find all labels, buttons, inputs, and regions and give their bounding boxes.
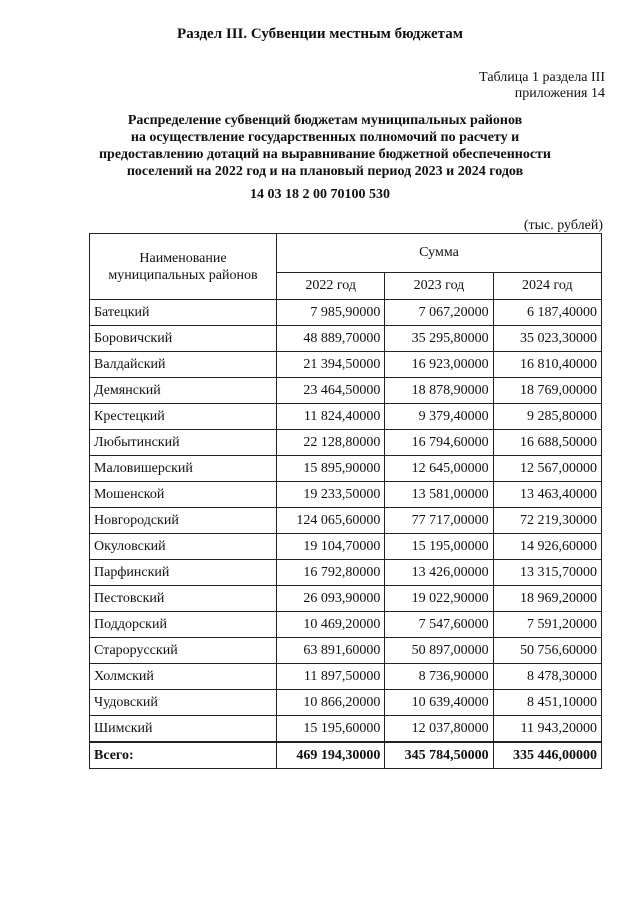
- appendix-reference: [479, 70, 605, 102]
- amount-2024: 72 219,30000: [493, 508, 601, 534]
- table-body: [90, 300, 602, 769]
- district-name: Мошенской: [90, 482, 277, 508]
- amount-2022: 11 897,50000: [277, 664, 385, 690]
- column-header-district: Наименование муниципальных районов: [90, 234, 277, 300]
- district-name: Валдайский: [90, 352, 277, 378]
- amount-2023: 18 878,90000: [385, 378, 493, 404]
- district-name: Поддорский: [90, 612, 277, 638]
- total-2024: 335 446,00000: [493, 742, 601, 769]
- table-row: [90, 612, 602, 638]
- amount-2024: 11 943,20000: [493, 716, 601, 743]
- district-name: Маловишерский: [90, 456, 277, 482]
- amount-2023: 9 379,40000: [385, 404, 493, 430]
- table-row: [90, 430, 602, 456]
- district-name: Батецкий: [90, 300, 277, 326]
- district-name: Холмский: [90, 664, 277, 690]
- amount-2024: 16 688,50000: [493, 430, 601, 456]
- district-name: Парфинский: [90, 560, 277, 586]
- amount-2024: 14 926,60000: [493, 534, 601, 560]
- amount-2022: 19 233,50000: [277, 482, 385, 508]
- amount-2023: 13 581,00000: [385, 482, 493, 508]
- total-row: [90, 742, 602, 769]
- column-header-sum: Сумма: [277, 234, 602, 273]
- table-row: [90, 560, 602, 586]
- amount-2022: 26 093,90000: [277, 586, 385, 612]
- amount-2024: 6 187,40000: [493, 300, 601, 326]
- table-row: [90, 300, 602, 326]
- table-row: [90, 690, 602, 716]
- amount-2024: 35 023,30000: [493, 326, 601, 352]
- table-row: [90, 534, 602, 560]
- amount-2024: 8 478,30000: [493, 664, 601, 690]
- section-title: Раздел III. Субвенции местным бюджетам: [177, 26, 463, 42]
- amount-2023: 50 897,00000: [385, 638, 493, 664]
- table-row: [90, 352, 602, 378]
- amount-2023: 12 037,80000: [385, 716, 493, 743]
- amount-2022: 23 464,50000: [277, 378, 385, 404]
- amount-2023: 15 195,00000: [385, 534, 493, 560]
- amount-2022: 10 469,20000: [277, 612, 385, 638]
- amount-2024: 8 451,10000: [493, 690, 601, 716]
- amount-2024: 13 315,70000: [493, 560, 601, 586]
- heading-line: предоставлению дотаций на выравнивание бюджетной обеспеченности: [98, 147, 551, 162]
- amount-2022: 19 104,70000: [277, 534, 385, 560]
- amount-2022: 10 866,20000: [277, 690, 385, 716]
- table-header-row: [90, 234, 602, 273]
- amount-2022: 21 394,50000: [277, 352, 385, 378]
- amount-2024: 16 810,40000: [493, 352, 601, 378]
- table-row: [90, 638, 602, 664]
- amount-2023: 7 067,20000: [385, 300, 493, 326]
- appendix-ref-line-2: приложения 14: [514, 86, 605, 101]
- district-name: Любытинский: [90, 430, 277, 456]
- heading-line: на осуществление государственных полномочий по расчету и: [130, 130, 520, 145]
- amount-2023: 77 717,00000: [385, 508, 493, 534]
- amount-2022: 15 195,60000: [277, 716, 385, 743]
- document-heading: [60, 112, 590, 180]
- amount-2024: 9 285,80000: [493, 404, 601, 430]
- amount-2024: 18 769,00000: [493, 378, 601, 404]
- district-name: Окуловский: [90, 534, 277, 560]
- amount-2024: 13 463,40000: [493, 482, 601, 508]
- total-2023: 345 784,50000: [385, 742, 493, 769]
- amount-2022: 22 128,80000: [277, 430, 385, 456]
- heading-line: Распределение субвенций бюджетам муниципальных районов: [127, 113, 523, 128]
- district-name: Демянский: [90, 378, 277, 404]
- district-name: Старорусский: [90, 638, 277, 664]
- district-name: Боровичский: [90, 326, 277, 352]
- budget-classification-code: 14 03 18 2 00 70100 530: [250, 187, 390, 202]
- heading-line: поселений на 2022 год и на плановый период 2023 и 2024 годов: [126, 164, 524, 179]
- amount-2024: 12 567,00000: [493, 456, 601, 482]
- total-label: Всего:: [90, 742, 277, 769]
- units-note: (тыс. рублей): [523, 218, 603, 233]
- table-row: [90, 586, 602, 612]
- amount-2024: 7 591,20000: [493, 612, 601, 638]
- district-name: Чудовский: [90, 690, 277, 716]
- district-name: Пестовский: [90, 586, 277, 612]
- table-row: [90, 456, 602, 482]
- table-row: [90, 664, 602, 690]
- district-name: Новгородский: [90, 508, 277, 534]
- amount-2023: 7 547,60000: [385, 612, 493, 638]
- total-2022: 469 194,30000: [277, 742, 385, 769]
- column-header-2024: 2024 год: [493, 273, 601, 300]
- amount-2023: 35 295,80000: [385, 326, 493, 352]
- amount-2023: 8 736,90000: [385, 664, 493, 690]
- amount-2022: 15 895,90000: [277, 456, 385, 482]
- amount-2022: 48 889,70000: [277, 326, 385, 352]
- table-row: [90, 716, 602, 743]
- amount-2022: 11 824,40000: [277, 404, 385, 430]
- amount-2022: 16 792,80000: [277, 560, 385, 586]
- amount-2023: 19 022,90000: [385, 586, 493, 612]
- amount-2023: 13 426,00000: [385, 560, 493, 586]
- amount-2024: 18 969,20000: [493, 586, 601, 612]
- district-name: Крестецкий: [90, 404, 277, 430]
- table-row: [90, 326, 602, 352]
- amount-2022: 124 065,60000: [277, 508, 385, 534]
- amount-2022: 7 985,90000: [277, 300, 385, 326]
- subsidy-distribution-table: [89, 233, 602, 769]
- table-row: [90, 482, 602, 508]
- amount-2023: 16 794,60000: [385, 430, 493, 456]
- table-row: [90, 508, 602, 534]
- amount-2023: 12 645,00000: [385, 456, 493, 482]
- amount-2022: 63 891,60000: [277, 638, 385, 664]
- table-row: [90, 378, 602, 404]
- amount-2023: 10 639,40000: [385, 690, 493, 716]
- district-name: Шимский: [90, 716, 277, 743]
- amount-2023: 16 923,00000: [385, 352, 493, 378]
- table-row: [90, 404, 602, 430]
- column-header-2022: 2022 год: [277, 273, 385, 300]
- column-header-2023: 2023 год: [385, 273, 493, 300]
- appendix-ref-line-1: Таблица 1 раздела III: [479, 70, 605, 85]
- amount-2024: 50 756,60000: [493, 638, 601, 664]
